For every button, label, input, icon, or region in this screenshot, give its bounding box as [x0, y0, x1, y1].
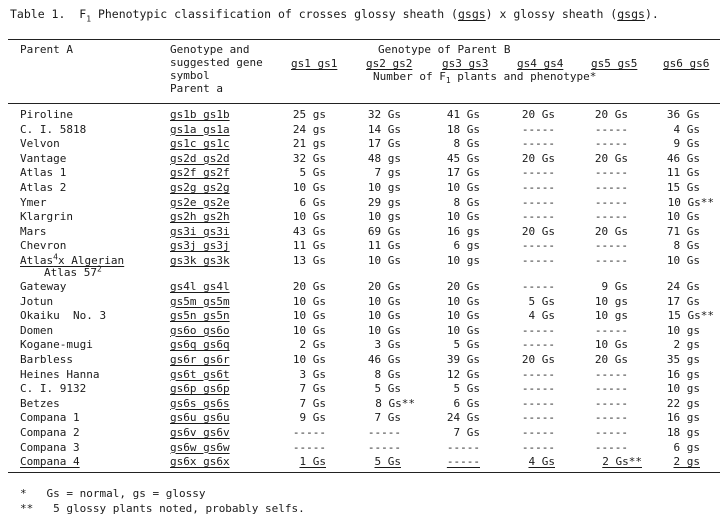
cell-gs4: 5 Gs [528, 294, 555, 308]
header-genotype-line-2: suggested gene [170, 56, 263, 69]
header-number-of-plants [373, 70, 597, 86]
footnote-1 [20, 487, 205, 500]
cell-gs5: ----- [594, 254, 628, 267]
cell-gs1: ----- [292, 440, 326, 454]
cell-gs5: 10 gs [594, 294, 628, 308]
cell-gs2: ----- [367, 440, 401, 454]
cell-gs2: 3 Gs [374, 338, 401, 352]
cell-gs6: 11 Gs [666, 166, 700, 180]
cell-gs2: 10 Gs [367, 309, 401, 323]
cell-gs4: ----- [521, 426, 555, 439]
cell-gs5: ----- [594, 411, 628, 425]
genotype-symbol: gs3j gs3j [170, 239, 230, 253]
cell-gs3: 18 Gs [446, 122, 480, 136]
genotype-symbol: gs6w gs6w [170, 440, 230, 454]
parent-a-name: Ymer [20, 195, 47, 209]
cell-gs5: ----- [594, 396, 628, 410]
cell-gs3: 10 Gs [446, 181, 480, 194]
cell-gs1: 25 gs [292, 108, 326, 121]
cell-gs6: 10 gs [666, 323, 700, 337]
genotype-symbol: gs6o gs6o [170, 323, 230, 337]
cell-gs3: 10 Gs [446, 309, 480, 323]
parent-a-name [20, 254, 124, 267]
caption-text-c: ). [644, 7, 659, 21]
cell-gs6: 10 Gs [666, 254, 700, 267]
caption-f: F [79, 7, 87, 21]
cell-gs1: 1 Gs [299, 455, 326, 469]
number-f-subscript: 1 [445, 76, 451, 86]
cell-gs6: 8 Gs [673, 239, 700, 253]
parent-a-name: Gateway [20, 280, 67, 293]
cell-gs2: 5 Gs [374, 455, 401, 469]
cell-gs3: 10 Gs [446, 294, 480, 308]
header-genotype-line-3: symbol [170, 69, 210, 82]
cell-gs5: 20 Gs [594, 151, 628, 165]
cell-gs2: 48 gs [367, 151, 401, 165]
cell-gs5: ----- [594, 367, 628, 381]
cell-gs3: 10 gs [446, 254, 480, 267]
cell-gs2: 20 Gs [367, 280, 401, 293]
cell-gs1: 2 Gs [299, 338, 326, 352]
cell-gs4: ----- [521, 254, 555, 267]
header-col-gs3: gs3 gs3 [442, 57, 489, 70]
cell-gs6: 9 Gs [673, 137, 700, 151]
parent-a-name: Chevron [20, 239, 67, 253]
cell-gs1: 10 Gs [292, 309, 326, 323]
cell-gs5: ----- [594, 137, 628, 151]
cell-gs4: 4 Gs [528, 309, 555, 323]
cell-gs2: 7 gs [374, 166, 401, 180]
cell-gs6: 35 gs [666, 353, 700, 366]
caption-f-subscript: 1 [86, 14, 92, 24]
parent-a-name: Domen [20, 323, 54, 337]
cell-gs1: 10 Gs [292, 210, 326, 224]
parent-a-name: Velvon [20, 137, 60, 151]
parent-a-name: Atlas 2 [20, 181, 67, 194]
cell-gs2: 11 Gs [367, 239, 401, 253]
cell-gs2: 10 Gs [367, 323, 401, 337]
footnote-2 [20, 502, 305, 515]
cell-gs3: ----- [446, 440, 480, 454]
cell-gs3: 5 Gs [453, 338, 480, 352]
genotype-symbol: gs1c gs1c [170, 137, 230, 151]
cell-gs2: 8 Gs [374, 367, 401, 381]
cell-gs2: 10 Gs [367, 254, 401, 267]
cell-gs4: ----- [521, 396, 555, 410]
cell-gs2: 5 Gs [374, 382, 401, 396]
parent-a-name: Piroline [20, 108, 73, 121]
cell-gs6: 17 Gs [666, 294, 700, 308]
cell-gs5: ----- [594, 323, 628, 337]
caption-text-a: Phenotypic classification of crosses glossy sheath ( [91, 7, 458, 21]
cell-gs3: 6 Gs [453, 396, 480, 410]
cell-gs6: 2 gs [673, 455, 700, 469]
footnote-text: 5 glossy plants noted, probably selfs. [53, 502, 305, 515]
parent-a-name: Heines Hanna [20, 367, 100, 381]
cell-gs1: ----- [292, 426, 326, 439]
cell-gs2: 10 gs [367, 181, 401, 194]
cell-gs5: ----- [594, 426, 628, 439]
cell-gs4: ----- [521, 367, 555, 381]
cell-gs6: 2 gs [673, 338, 700, 352]
parent-name-line2: Atlas 57 [44, 266, 97, 279]
cell-gs6: 4 Gs [673, 122, 700, 136]
parent-name-part: Atlas [20, 254, 54, 267]
cell-gs4: ----- [521, 382, 555, 396]
cell-gs3: 6 gs [453, 239, 480, 253]
cell-gs3: 24 Gs [446, 411, 480, 425]
cell-gs4: ----- [521, 239, 555, 253]
cell-gs5: ----- [594, 181, 628, 194]
header-col-gs6: gs6 gs6 [663, 57, 710, 70]
header-col-gs4: gs4 gs4 [517, 57, 564, 70]
cell-gs6: 15 Gs** [667, 309, 714, 323]
cell-gs6: 10 Gs** [667, 195, 714, 209]
parent-a-name: Jotun [20, 294, 54, 308]
genotype-symbol: gs6p gs6p [170, 382, 230, 396]
genotype-symbol: gs6u gs6u [170, 411, 230, 425]
cell-gs6: 71 Gs [666, 224, 700, 238]
cell-gs1: 20 Gs [292, 280, 326, 293]
cell-gs2: 29 gs [367, 195, 401, 209]
number-post: plants and phenotype* [450, 70, 597, 83]
parent-a-name: Klargrin [20, 210, 73, 224]
parent-a-name: Compana 3 [20, 440, 80, 454]
genotype-symbol: gs6t gs6t [170, 367, 230, 381]
header-rule [8, 103, 720, 104]
parent-a-name: Okaiku No. 3 [20, 309, 107, 323]
cell-gs2: 10 Gs [367, 294, 401, 308]
cell-gs3: 20 Gs [446, 280, 480, 293]
cell-gs6: 15 Gs [666, 181, 700, 194]
header-col-gs2: gs2 gs2 [366, 57, 413, 70]
cell-gs6: 10 Gs [666, 210, 700, 224]
cell-gs5: 2 Gs** [602, 455, 642, 469]
cell-gs3: ----- [446, 455, 480, 469]
genotype-symbol: gs5m gs5m [170, 294, 230, 308]
cell-gs4: ----- [521, 338, 555, 352]
genotype-symbol: gs1a gs1a [170, 122, 230, 136]
parent-a-name: Compana 4 [20, 455, 80, 469]
parent-a-name: Kogane-mugi [20, 338, 93, 352]
cell-gs6: 22 gs [666, 396, 700, 410]
cell-gs5: 10 gs [594, 309, 628, 323]
header-genotype-parent-b: Genotype of Parent B [378, 43, 511, 56]
cell-gs1: 9 Gs [299, 411, 326, 425]
cell-gs5: 10 Gs [594, 338, 628, 352]
cell-gs6: 46 Gs [666, 151, 700, 165]
cell-gs5: 20 Gs [594, 353, 628, 366]
cell-gs1: 43 Gs [292, 224, 326, 238]
cell-gs2: 46 Gs [367, 353, 401, 366]
genotype-symbol: gs6q gs6q [170, 338, 230, 352]
cell-gs1: 13 Gs [292, 254, 326, 267]
parent-a-name: Mars [20, 224, 47, 238]
cell-gs1: 10 Gs [292, 294, 326, 308]
bottom-rule [8, 472, 720, 473]
header-col-gs1: gs1 gs1 [291, 57, 338, 70]
cell-gs4: ----- [521, 122, 555, 136]
genotype-symbol: gs2h gs2h [170, 210, 230, 224]
genotype-symbol: gs1b gs1b [170, 108, 230, 121]
cell-gs1: 7 Gs [299, 396, 326, 410]
table-caption [10, 7, 659, 24]
genotype-symbol: gs4l gs4l [170, 280, 230, 293]
cell-gs6: 10 gs [666, 382, 700, 396]
cell-gs5: 20 Gs [594, 224, 628, 238]
genotype-symbol: gs3k gs3k [170, 254, 230, 267]
cell-gs1: 6 Gs [299, 195, 326, 209]
cell-gs2: 14 Gs [367, 122, 401, 136]
cell-gs6: 24 Gs [666, 280, 700, 293]
cell-gs3: 8 Gs [453, 137, 480, 151]
parent-name-superscript: 4 [53, 252, 58, 262]
cell-gs5: ----- [594, 382, 628, 396]
genotype-symbol: gs3i gs3i [170, 224, 230, 238]
parent-a-name: Vantage [20, 151, 67, 165]
cell-gs1: 24 gs [292, 122, 326, 136]
cell-gs1: 21 gs [292, 137, 326, 151]
cell-gs5: ----- [594, 239, 628, 253]
cell-gs6: 16 gs [666, 411, 700, 425]
genotype-symbol: gs6x gs6x [170, 455, 230, 469]
cell-gs2: 10 gs [367, 210, 401, 224]
cell-gs1: 7 Gs [299, 382, 326, 396]
cell-gs1: 10 Gs [292, 323, 326, 337]
cell-gs6: 18 gs [666, 426, 700, 439]
cell-gs4: ----- [521, 411, 555, 425]
cell-gs3: 39 Gs [446, 353, 480, 366]
genotype-symbol: gs2d gs2d [170, 151, 230, 165]
cell-gs6: 6 gs [673, 440, 700, 454]
parent-name-rest: x Algerian [57, 254, 125, 267]
cell-gs3: 45 Gs [446, 151, 480, 165]
genotype-symbol: gs6r gs6r [170, 353, 230, 366]
parent-a-name: Betzes [20, 396, 60, 410]
cell-gs4: ----- [521, 280, 555, 293]
header-genotype-line-4: Parent a [170, 82, 223, 95]
caption-text-b: ) x glossy sheath ( [485, 7, 618, 21]
cell-gs1: 11 Gs [292, 239, 326, 253]
cell-gs6: 36 Gs [666, 108, 700, 121]
cell-gs1: 32 Gs [292, 151, 326, 165]
caption-gsgs-2: gsgs [617, 7, 645, 21]
cell-gs5: ----- [594, 122, 628, 136]
parent-a-name: C. I. 5818 [20, 122, 87, 136]
cell-gs4: ----- [521, 210, 555, 224]
footnote-mark: ** [20, 502, 34, 515]
cell-gs6: 16 gs [666, 367, 700, 381]
cell-gs2: 17 Gs [367, 137, 401, 151]
cell-gs3: 41 Gs [446, 108, 480, 121]
footnote-mark: * [20, 487, 27, 500]
cell-gs4: 20 Gs [521, 108, 555, 121]
cell-gs4: ----- [521, 323, 555, 337]
parent-a-name-line-2 [44, 266, 102, 279]
cell-gs5: ----- [594, 210, 628, 224]
footnote-text: Gs = normal, gs = glossy [46, 487, 206, 500]
parent-a-name: Compana 1 [20, 411, 80, 425]
cell-gs3: 10 Gs [446, 210, 480, 224]
genotype-symbol: gs2g gs2g [170, 181, 230, 194]
header-col-gs5: gs5 gs5 [591, 57, 638, 70]
cell-gs2: 7 Gs [374, 411, 401, 425]
cell-gs4: ----- [521, 195, 555, 209]
cell-gs5: 20 Gs [594, 108, 628, 121]
cell-gs3: 17 Gs [446, 166, 480, 180]
cell-gs3: 10 Gs [446, 323, 480, 337]
cell-gs5: 9 Gs [601, 280, 628, 293]
cell-gs4: 20 Gs [521, 224, 555, 238]
number-pre: Number of F [373, 70, 446, 83]
top-rule [8, 39, 720, 40]
cell-gs1: 3 Gs [299, 367, 326, 381]
cell-gs2: 69 Gs [367, 224, 401, 238]
header-parent-a: Parent A [20, 43, 73, 56]
genotype-symbol: gs6v gs6v [170, 426, 230, 439]
parent-a-name: Barbless [20, 353, 73, 366]
cell-gs2: 32 Gs [367, 108, 401, 121]
parent-name-line2-superscript: 2 [96, 264, 102, 274]
caption-prefix: Table 1. [10, 7, 66, 21]
header-genotype-line-1: Genotype and [170, 43, 250, 56]
cell-gs3: 5 Gs [453, 382, 480, 396]
parent-a-name: Compana 2 [20, 426, 80, 439]
cell-gs3: 7 Gs [453, 426, 480, 439]
cell-gs4: 20 Gs [521, 151, 555, 165]
cell-gs2: ----- [367, 426, 401, 439]
cell-gs2: 8 Gs** [375, 396, 415, 410]
cell-gs5: ----- [594, 440, 628, 454]
cell-gs4: ----- [521, 137, 555, 151]
cell-gs4: ----- [521, 440, 555, 454]
genotype-symbol: gs5n gs5n [170, 309, 230, 323]
cell-gs3: 12 Gs [446, 367, 480, 381]
parent-a-name: Atlas 1 [20, 166, 67, 180]
cell-gs1: 5 Gs [299, 166, 326, 180]
cell-gs1: 10 Gs [292, 353, 326, 366]
cell-gs5: ----- [594, 166, 628, 180]
genotype-symbol: gs2f gs2f [170, 166, 230, 180]
caption-gsgs-1: gsgs [457, 7, 486, 21]
cell-gs4: 20 Gs [521, 353, 555, 366]
genotype-symbol: gs2e gs2e [170, 195, 230, 209]
parent-a-name: C. I. 9132 [20, 382, 87, 396]
cell-gs5: ----- [594, 195, 628, 209]
cell-gs4: ----- [521, 181, 555, 194]
cell-gs4: ----- [521, 166, 555, 180]
cell-gs1: 10 Gs [292, 181, 326, 194]
cell-gs3: 16 gs [446, 224, 480, 238]
cell-gs3: 8 Gs [453, 195, 480, 209]
cell-gs4: 4 Gs [528, 455, 555, 469]
genotype-symbol: gs6s gs6s [170, 396, 230, 410]
